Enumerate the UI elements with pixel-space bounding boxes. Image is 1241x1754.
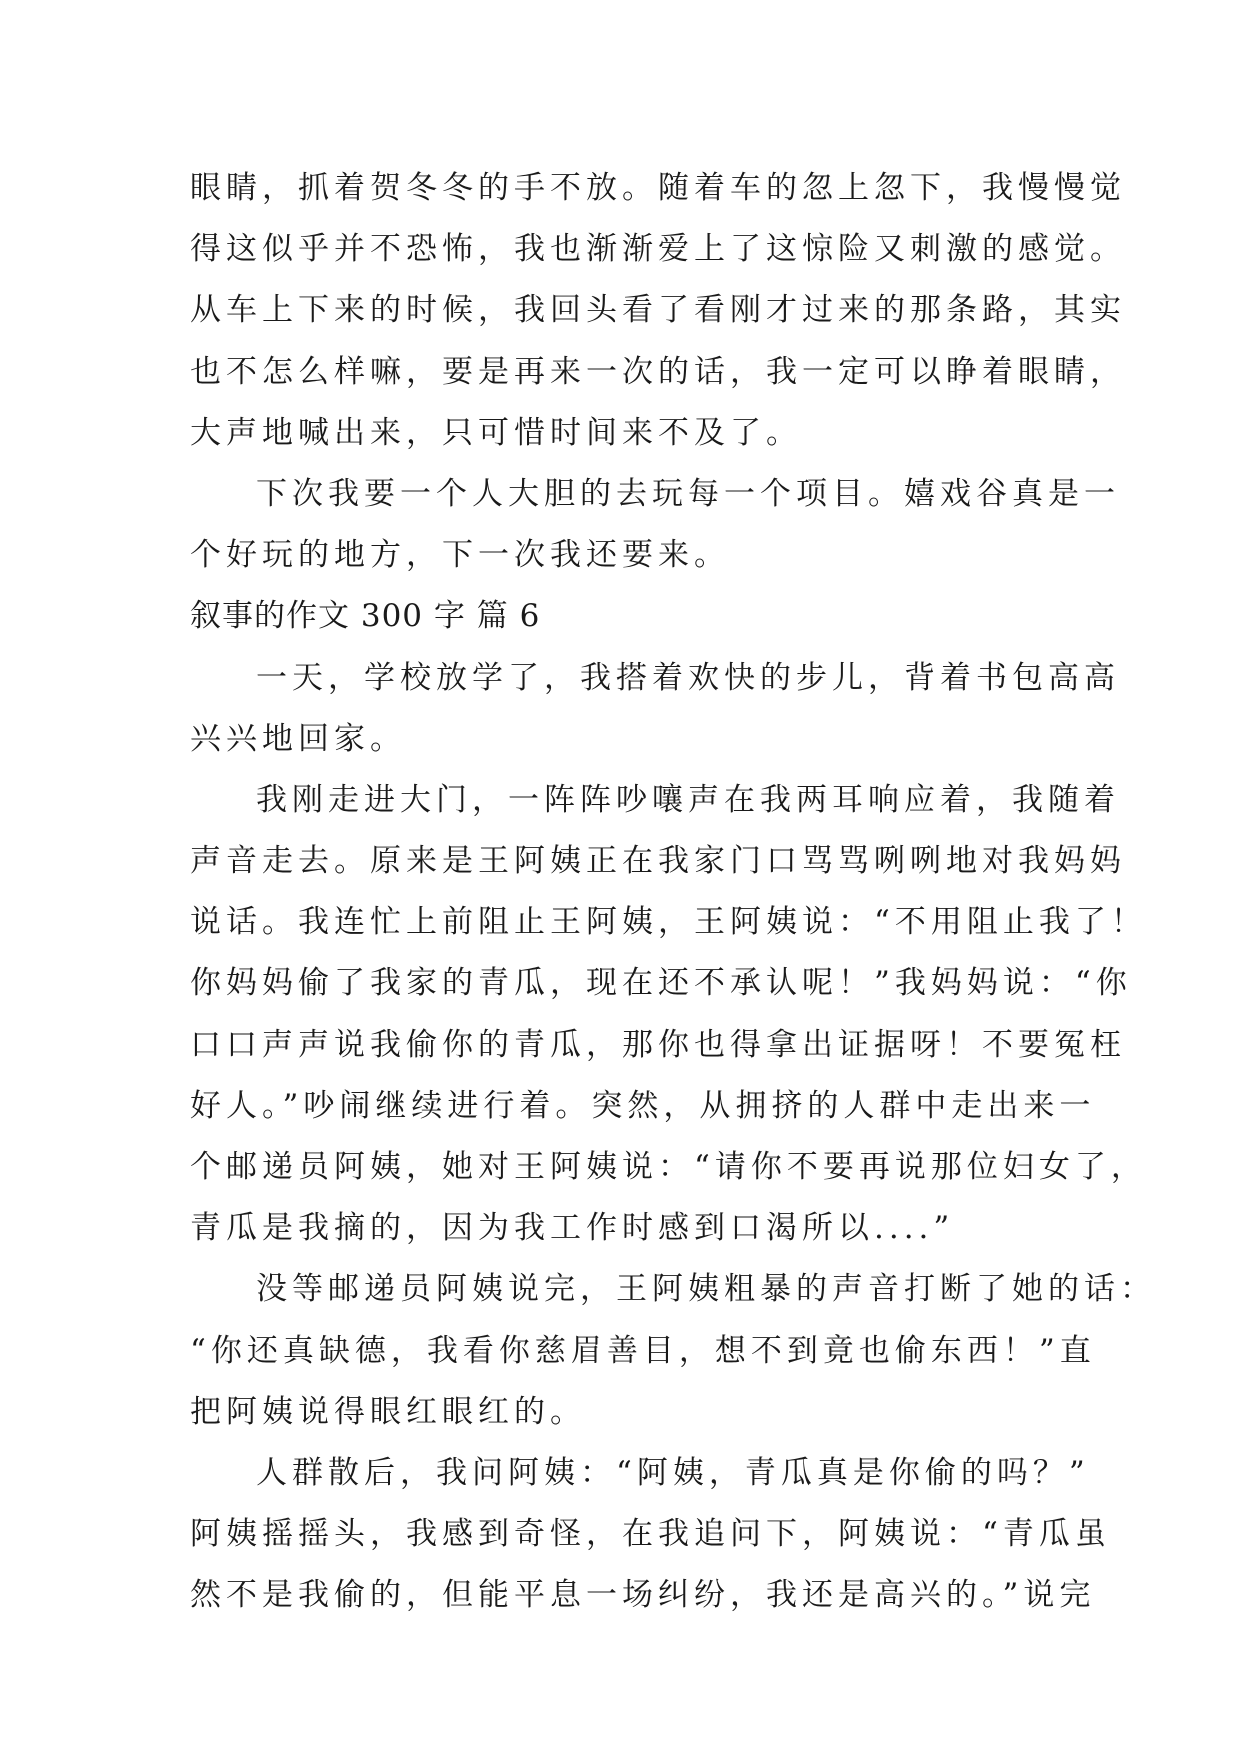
text-line: 口口声声说我偷你的青瓜，那你也得拿出证据呀！不要冤枉 [190, 1026, 1126, 1063]
text-line: 下次我要一个人大胆的去玩每一个项目。嬉戏谷真是一 [256, 475, 1120, 512]
text-line: 你妈妈偷了我家的青瓜，现在还不承认呢！”我妈妈说：“你 [190, 965, 1132, 1002]
text-line: 也不怎么样嘛，要是再来一次的话，我一定可以睁着眼睛， [190, 353, 1126, 390]
text-line: 人群散后，我问阿姨：“阿姨，青瓜真是你偷的吗？” [256, 1454, 1090, 1491]
section-heading: 叙事的作文 300 字 篇 6 [190, 598, 541, 635]
text-line: 个邮递员阿姨，她对王阿姨说：“请你不要再说那位妇女了， [190, 1149, 1147, 1185]
text-line: 兴兴地回家。 [190, 720, 406, 757]
text-line: 得这似乎并不恐怖，我也渐渐爱上了这惊险又刺激的感觉。 [190, 231, 1126, 268]
text-line: 没等邮递员阿姨说完，王阿姨粗暴的声音打断了她的话： [256, 1271, 1156, 1308]
text-line: 一天，学校放学了，我搭着欢快的步儿，背着书包高高 [256, 659, 1120, 696]
text-line: 大声地喊出来，只可惜时间来不及了。 [190, 414, 802, 451]
text-line: 从车上下来的时候，我回头看了看刚才过来的那条路，其实 [190, 292, 1126, 329]
text-line: 个好玩的地方，下一次我还要来。 [190, 537, 730, 574]
document-body [190, 158, 1156, 1627]
text-line: 好人。”吵闹继续进行着。突然，从拥挤的人群中走出来一 [190, 1087, 1096, 1124]
text-line: 青瓜是我摘的，因为我工作时感到口渴所以....” [190, 1210, 955, 1247]
text-line: 眼睛，抓着贺冬冬的手不放。随着车的忽上忽下，我慢慢觉 [190, 170, 1126, 206]
text-line: 我刚走进大门，一阵阵吵嚷声在我两耳响应着，我随着 [256, 781, 1120, 818]
text-line: 阿姨摇摇头，我感到奇怪，在我追问下，阿姨说：“青瓜虽 [190, 1516, 1111, 1553]
text-line: 把阿姨说得眼红眼红的。 [190, 1393, 586, 1430]
text-line: 说话。我连忙上前阻止王阿姨，王阿姨说：“不用阻止我了！ [190, 904, 1147, 941]
text-line: 然不是我偷的，但能平息一场纠纷，我还是高兴的。”说完 [190, 1577, 1096, 1614]
text-line: 声音走去。原来是王阿姨正在我家门口骂骂咧咧地对我妈妈 [190, 843, 1126, 880]
text-line: “你还真缺德，我看你慈眉善目，想不到竟也偷东西！”直 [190, 1332, 1096, 1369]
